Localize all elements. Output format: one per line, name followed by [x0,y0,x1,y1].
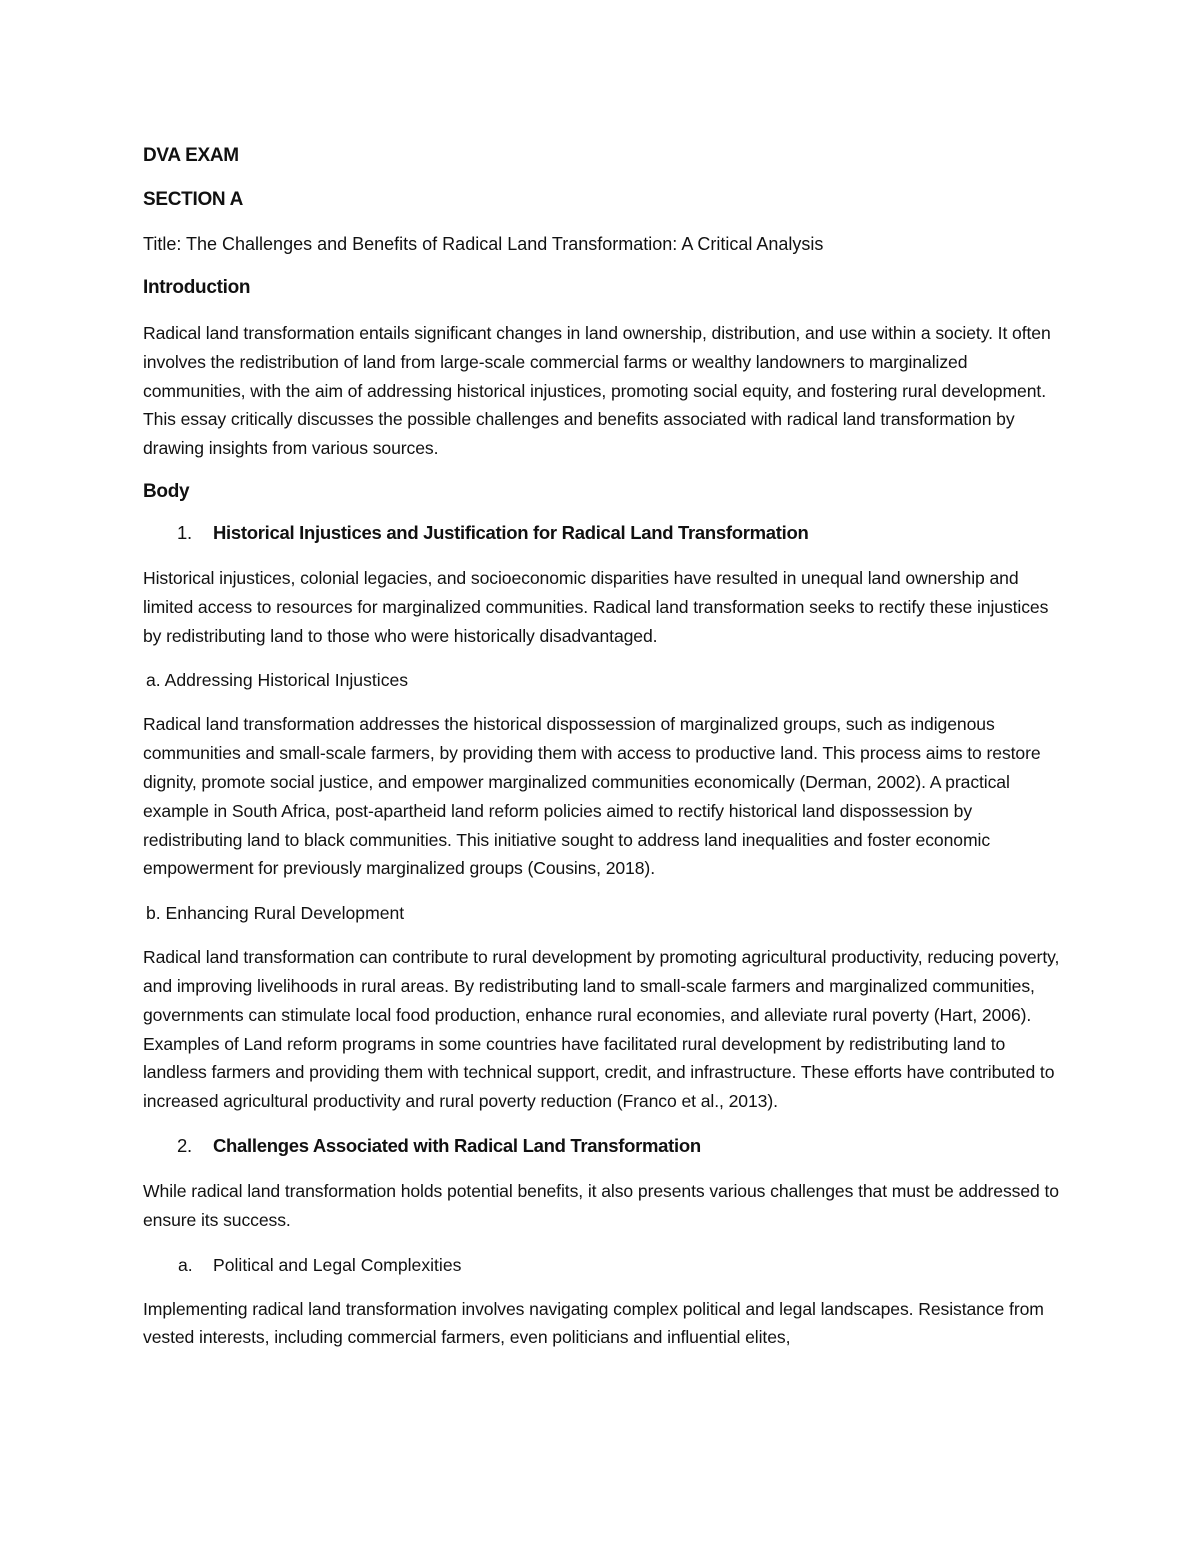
point-1-sub-a-paragraph: Radical land transformation addresses the historical dispossession of marginalized groups, such as indigenous communities and small-scale farmers, by providing them with access to productive land. This process aims to restore dignity, promote social justice, and empower marginalized communities economically (Derman, 2002). A practical example in South Africa, post-apartheid land reform policies aimed to rectify historical land dispossession by redistributing land to black communities. This initiative sought to address land inequalities and foster economic empowerment for previously marginalized groups (Cousins, 2018). [143,714,1041,879]
point-2-heading [143,1132,1060,1160]
point-2-number: 2. [177,1134,192,1156]
point-1-heading-text: Historical Injustices and Justification for Radical Land Transformation [213,521,809,543]
exam-title: DVA EXAM [143,145,239,166]
introduction-heading: Introduction [143,277,251,298]
point-1-sub-b-heading: b. Enhancing Rural Development [146,903,405,924]
point-1-number: 1. [177,521,192,543]
point-1-heading [143,519,1060,547]
point-2-heading-text: Challenges Associated with Radical Land Transformation [213,1134,701,1156]
point-1-sub-a-heading: a. Addressing Historical Injustices [146,670,409,691]
introduction-paragraph: Radical land transformation entails significant changes in land ownership, distribution, and use within a society. It often involves the redistribution of land from large-scale commercial farms or wealthy landowners to marginalized communities, with the aim of addressing historical injustices, promoting social equity, and fostering rural development. This essay critically discusses the possible challenges and benefits associated with radical land transformation by drawing insights from various sources. [143,323,1051,459]
point-1-paragraph: Historical injustices, colonial legacies, and socioeconomic disparities have resulted in unequal land ownership and limited access to resources for marginalized communities. Radical land transformation seeks to rectify these injustices by redistributing land to those who were historically disadvantaged. [143,567,1049,646]
point-2-sub-a-heading [143,1251,1060,1279]
point-2-sub-a-paragraph: Implementing radical land transformation involves navigating complex political and legal landscapes. Resistance from vested interests, including commercial farmers, even politicians and influential elites, [143,1298,1044,1348]
section-heading: SECTION A [143,189,244,210]
point-2-paragraph: While radical land transformation holds potential benefits, it also presents various challenges that must be addressed to ensure its success. [143,1180,1059,1230]
point-2-sub-a-heading-text: Political and Legal Complexities [213,1254,462,1275]
body-heading: Body [143,480,190,502]
point-2-sub-a-letter: a. [178,1254,193,1275]
point-1-sub-b-paragraph: Radical land transformation can contribute to rural development by promoting agricultural productivity, reducing poverty, and improving livelihoods in rural areas. By redistributing land to small-scale farmers and marginalized communities, governments can stimulate local food production, enhance rural economies, and alleviate rural poverty (Hart, 2006). Examples of Land reform programs in some countries have facilitated rural development by redistributing land to landless farmers and providing them with technical support, credit, and infrastructure. These efforts have contributed to increased agricultural productivity and rural poverty reduction (Franco et al., 2013). [143,947,1060,1112]
essay-title: Title: The Challenges and Benefits of Radical Land Transformation: A Critical Analysis [143,234,824,254]
